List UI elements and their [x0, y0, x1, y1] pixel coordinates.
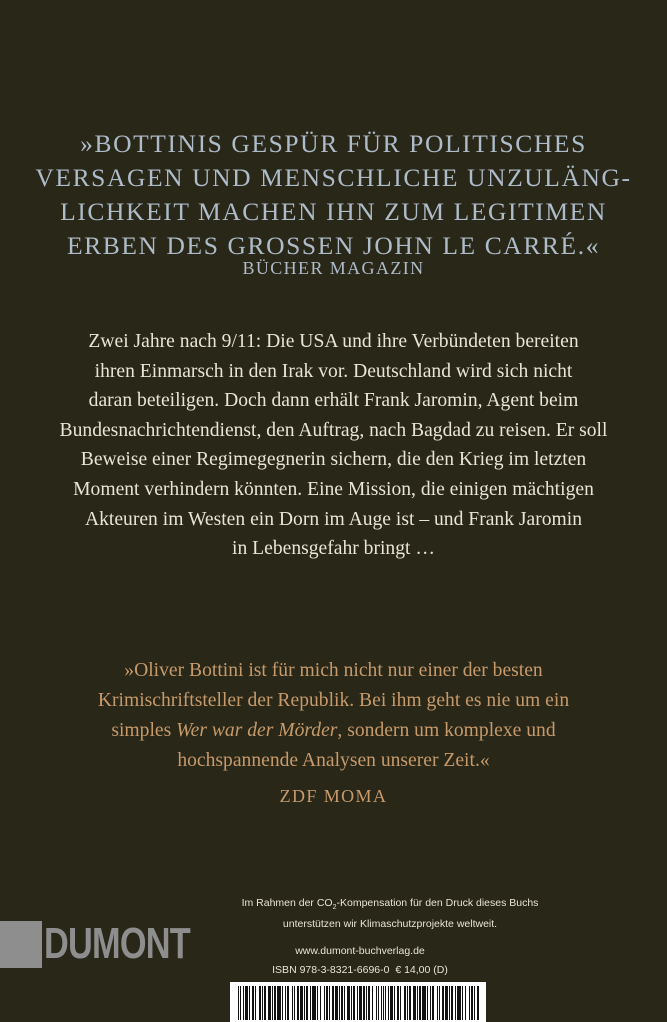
- bottom-review-line-3: simples Wer war der Mörder, sondern um komplexe und: [111, 720, 556, 741]
- barcode-bar: [344, 986, 345, 1020]
- barcode-bar: [419, 986, 421, 1020]
- barcode-bar: [292, 986, 293, 1020]
- bottom-review-source: ZDF MOMA: [279, 786, 388, 806]
- barcode-bar: [324, 986, 325, 1020]
- barcode-bar: [445, 986, 448, 1020]
- co2-notice: Im Rahmen der $CO_2$-Kompensation für den Druck dieses Buchs unterstützen wir Klimaschutzprojekte weltweit.: [241, 897, 539, 931]
- barcode-bar: [376, 986, 377, 1020]
- barcode-bar: [329, 986, 330, 1020]
- barcode-bar: [397, 986, 399, 1020]
- blurb-line-1: Zwei Jahre nach 9/11: Die USA und ihre Verbündeten bereiten: [88, 331, 579, 352]
- barcode-bar: [312, 986, 316, 1020]
- barcode-bar: [326, 986, 328, 1020]
- barcode-bar: [474, 986, 475, 1020]
- blurb-line-2: ihren Einmarsch in den Irak vor. Deutschland wird sich nicht: [94, 360, 573, 382]
- barcode-bar: [262, 986, 263, 1020]
- blurb-line-3: daran beteiligen. Doch dann erhält Frank Jaromin, Agent beim: [88, 390, 579, 412]
- bottom-review-quote: [0, 656, 667, 776]
- barcode-bar: [372, 986, 373, 1020]
- price: € 14,00 (D): [395, 964, 448, 976]
- barcode-bar: [413, 986, 416, 1020]
- barcode-bar: [422, 986, 426, 1020]
- blurb-line-8: in Lebensgefahr bringt …: [232, 538, 435, 560]
- publisher-website: www.dumont-buchverlag.de: [295, 945, 425, 957]
- barcode-bar: [351, 986, 352, 1020]
- barcode-bar: [264, 986, 266, 1020]
- barcode-bar: [249, 986, 250, 1020]
- barcode-bar: [252, 986, 254, 1020]
- bottom-review-line-1: »Oliver Bottini ist für mich nicht nur einer der besten: [124, 660, 543, 681]
- blurb-line-5: Beweise einer Regimegegnerin sichern, die den Krieg im letzten: [80, 449, 587, 471]
- barcode-bar: [439, 986, 440, 1020]
- barcode-bar: [407, 986, 408, 1020]
- barcode-bar: [268, 986, 271, 1020]
- barcode-bar: [432, 986, 434, 1020]
- barcode-bar: [341, 986, 343, 1020]
- italic-title: Wer war der Mörder: [176, 720, 338, 741]
- barcode-bar: [243, 986, 244, 1020]
- barcode-bar: [306, 986, 308, 1020]
- bottom-review-line-4: hochspannende Analysen unserer Zeit.«: [177, 750, 490, 771]
- top-review-source: BÜCHER MAGAZIN: [242, 258, 425, 278]
- barcode-bar: [357, 986, 358, 1020]
- book-blurb: [30, 327, 637, 564]
- barcode-bar: [455, 986, 456, 1020]
- blurb-line-6: Moment verhindern könnten. Eine Mission, die einigen mächtigen: [73, 478, 594, 500]
- top-review-line-3: LICHKEIT MACHEN IHN ZUM LEGITIMEN: [60, 197, 607, 226]
- barcode-bar: [430, 986, 431, 1020]
- barcode-bar: [469, 986, 470, 1020]
- barcode-bar: [381, 986, 382, 1020]
- publisher-logo-bar: [0, 921, 42, 968]
- barcode-bar: [378, 986, 379, 1020]
- barcode-bar: [285, 986, 286, 1020]
- barcode-bar: [427, 986, 428, 1020]
- barcode-bar: [359, 986, 362, 1020]
- barcode-bar: [335, 986, 338, 1020]
- barcode-bar: [297, 986, 299, 1020]
- barcode-bar: [300, 986, 303, 1020]
- barcode-bar: [462, 986, 463, 1020]
- top-review-line-2: VERSAGEN UND MENSCHLICHE UNZULÄNG-: [35, 163, 632, 192]
- barcode-bar: [238, 986, 239, 1020]
- barcode-bar: [240, 986, 241, 1020]
- barcode-icon: [230, 982, 486, 1020]
- barcode-bar: [477, 986, 479, 1020]
- barcode-bar: [272, 986, 273, 1020]
- barcode-bar: [409, 986, 411, 1020]
- barcode-bar: [363, 986, 365, 1020]
- barcode-bar: [442, 986, 444, 1020]
- barcode-bar: [294, 986, 295, 1020]
- barcode-bar: [383, 986, 384, 1020]
- barcode-bar: [339, 986, 340, 1020]
- isbn-price-line: [200, 964, 520, 976]
- barcode-bar: [320, 986, 321, 1020]
- barcode-bar: [368, 986, 370, 1020]
- barcode-bar: [317, 986, 318, 1020]
- barcode-bar: [417, 986, 418, 1020]
- barcode-bar: [304, 986, 305, 1020]
- barcode-bar: [385, 986, 386, 1020]
- publisher-logo-text: DUMONT: [44, 919, 190, 968]
- publisher-logo: [0, 919, 190, 968]
- barcode-bar: [394, 986, 395, 1020]
- barcode-bar: [347, 986, 350, 1020]
- barcode-bar: [437, 986, 438, 1020]
- barcode-bar: [390, 986, 393, 1020]
- barcode-bar: [471, 986, 473, 1020]
- top-review-quote: [0, 127, 667, 263]
- top-review-line-4: ERBEN DES GROSSEN JOHN LE CARRÉ.«: [66, 231, 601, 260]
- barcode-bar: [245, 986, 248, 1020]
- barcode-bar: [255, 986, 256, 1020]
- barcode-bar: [400, 986, 401, 1020]
- barcode-bar: [310, 986, 311, 1020]
- barcode-bar: [404, 986, 406, 1020]
- barcode-bar: [366, 986, 367, 1020]
- barcode-bar: [465, 986, 466, 1020]
- barcode-bar: [449, 986, 450, 1020]
- barcode-bar: [287, 986, 289, 1020]
- barcode-bar: [274, 986, 276, 1020]
- barcode-bar: [259, 986, 261, 1020]
- blurb-line-7: Akteuren im Westen ein Dorn im Auge ist – und Frank Jaromin: [84, 508, 583, 530]
- barcode-bar: [282, 986, 283, 1020]
- blurb-line-4: Bundesnachrichtendienst, den Auftrag, nach Bagdad zu reisen. Er soll: [59, 419, 608, 441]
- barcode-bar: [451, 986, 453, 1020]
- barcode-bar: [353, 986, 355, 1020]
- barcode-bar: [277, 986, 281, 1020]
- barcode-bar: [332, 986, 334, 1020]
- barcode-bar: [388, 986, 389, 1020]
- barcode-bar: [457, 986, 461, 1020]
- top-review-line-1: »BOTTINIS GESPÜR FÜR POLITISCHES: [80, 129, 587, 158]
- isbn: ISBN 978-3-8321-6696-0: [272, 964, 390, 976]
- bottom-review-line-2: Krimischriftsteller der Republik. Bei ihm geht es nie um ein: [97, 690, 570, 711]
